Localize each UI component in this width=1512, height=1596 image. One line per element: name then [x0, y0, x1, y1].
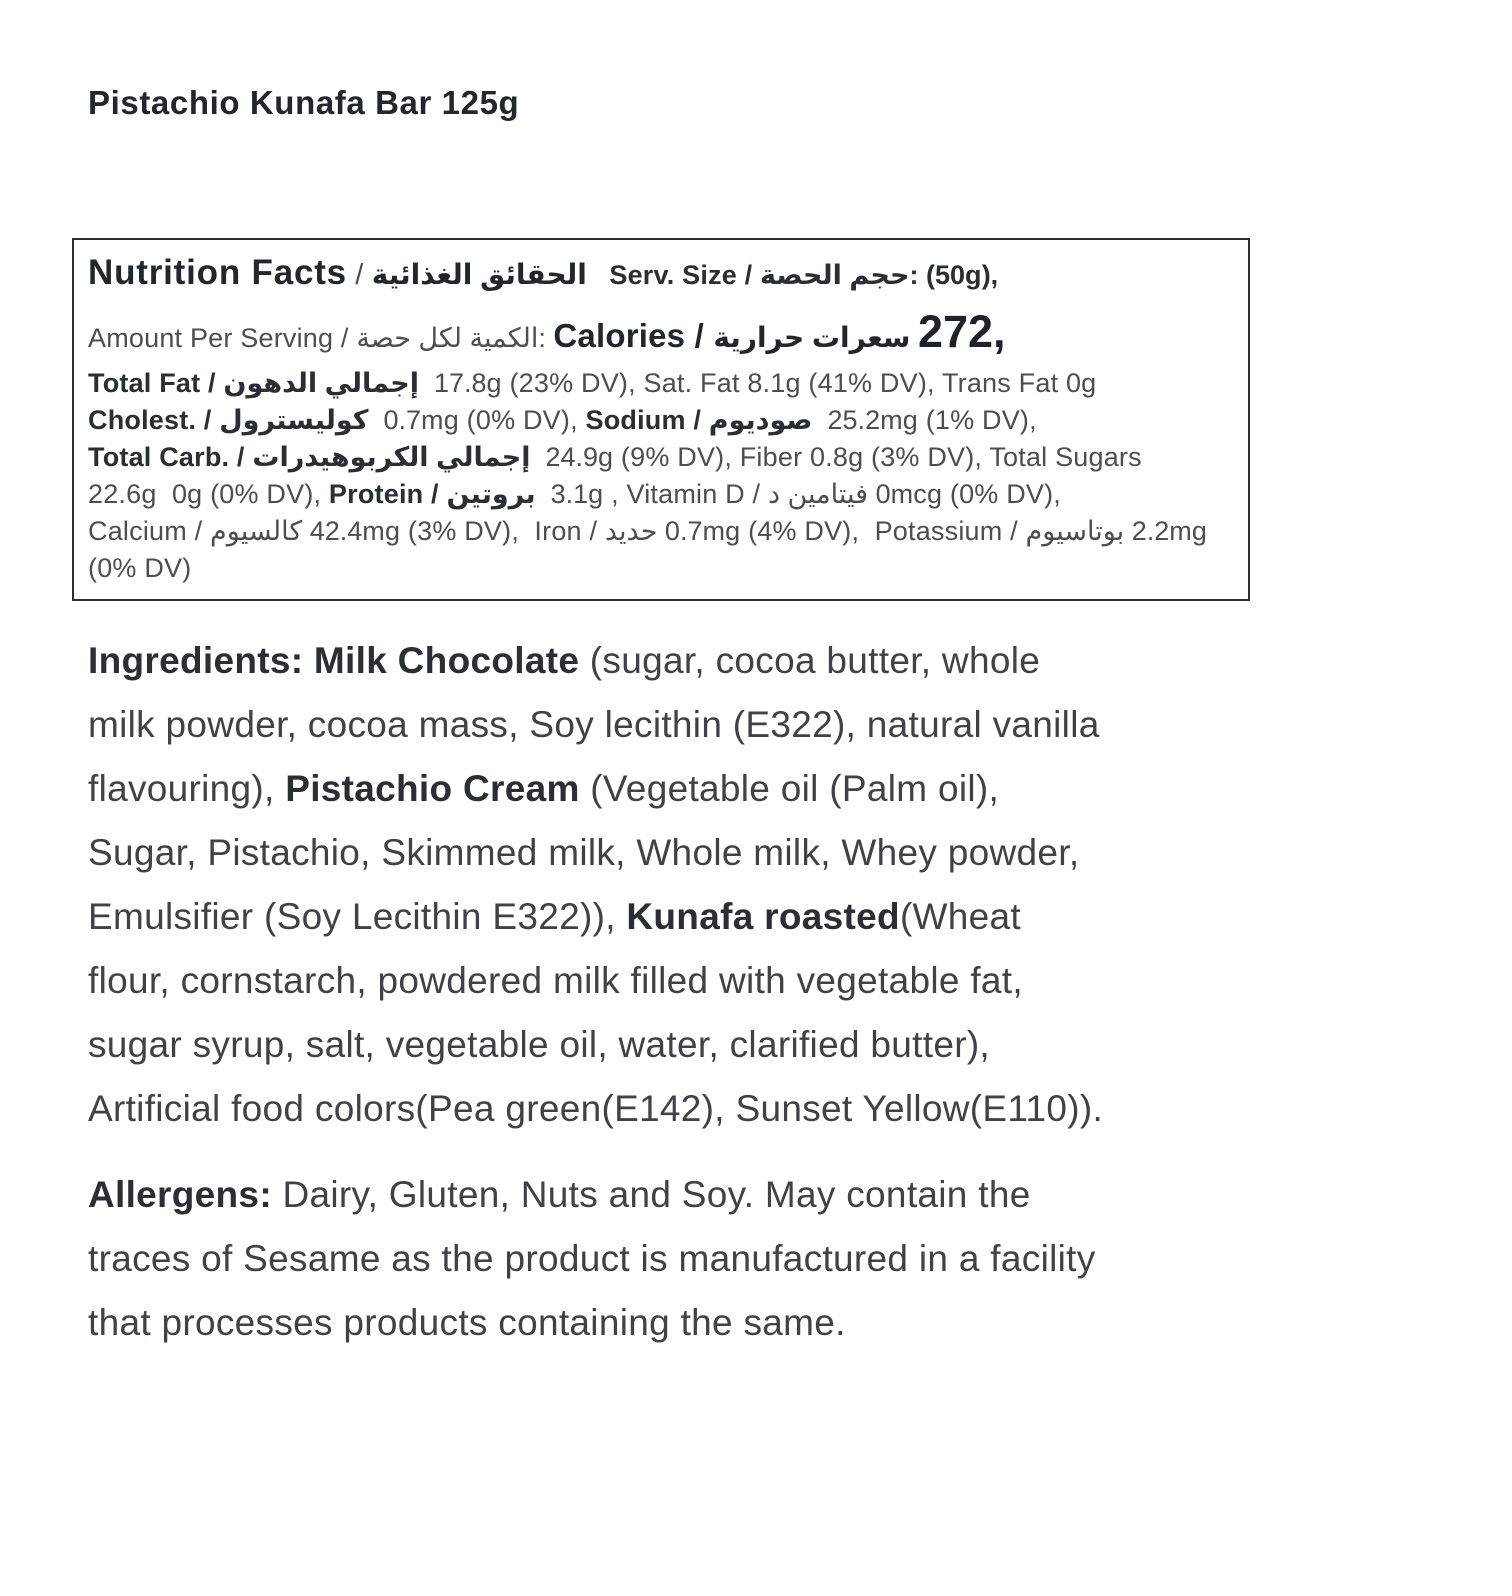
- arabic-text-segment: بروتين: [446, 479, 536, 509]
- text-segment: Kunafa roasted: [626, 896, 900, 937]
- text-line: [88, 439, 1232, 476]
- text-line: [88, 307, 1232, 363]
- text-segment: Total Fat /: [88, 368, 224, 398]
- text-segment: Sodium /: [585, 405, 709, 435]
- text-line: [88, 693, 1268, 757]
- text-segment: Allergens:: [88, 1174, 283, 1215]
- text-line: [88, 629, 1268, 693]
- text-line: [88, 365, 1232, 402]
- text-segment: (0% DV): [88, 553, 192, 583]
- arabic-text-segment: حديد: [604, 516, 658, 546]
- text-segment: that processes products containing the same.: [88, 1302, 846, 1343]
- text-segment: Dairy, Gluten, Nuts and Soy. May contain the: [282, 1174, 1031, 1215]
- text-segment: Artificial food colors(Pea green(E142), Sunset Yellow(E110)).: [88, 1088, 1104, 1129]
- arabic-text-segment: إجمالي الكربوهيدرات: [252, 442, 531, 472]
- text-segment: Total Carb. /: [88, 442, 253, 472]
- text-segment: Cholest. /: [88, 405, 220, 435]
- text-line: [88, 249, 1232, 299]
- text-segment: Calories: [553, 317, 686, 354]
- ingredients-paragraph: [88, 629, 1268, 1141]
- allergens-paragraph: [88, 1163, 1268, 1355]
- text-segment: 24.9g (9% DV), Fiber 0.8g (3% DV), Total Sugars: [530, 442, 1142, 472]
- text-line: [88, 1291, 1268, 1355]
- text-segment: Serv. Size /: [609, 260, 761, 290]
- text-segment: 3.1g , Vitamin D /: [535, 479, 768, 509]
- arabic-text-segment: فيتامين د: [767, 479, 869, 509]
- product-title: Pistachio Kunafa Bar 125g: [88, 84, 520, 121]
- arabic-text-segment: بوتاسيوم: [1025, 516, 1125, 546]
- text-line: [88, 1013, 1268, 1077]
- text-segment: 25.2mg (1% DV),: [812, 405, 1037, 435]
- text-segment: traces of Sesame as the product is manufactured in a facility: [88, 1238, 1096, 1279]
- arabic-text-segment: صوديوم: [708, 405, 813, 435]
- text-segment: Emulsifier (Soy Lecithin E322)),: [88, 896, 627, 937]
- text-segment: 272,: [917, 306, 1006, 357]
- arabic-text-segment: الكمية لكل حصة: [356, 323, 539, 353]
- text-segment: 42.4mg (3% DV), Iron /: [302, 516, 605, 546]
- text-segment: Ingredients: Milk Chocolate: [88, 640, 590, 681]
- arabic-text-segment: حجم الحصة: [760, 260, 910, 290]
- text-segment: flour, cornstarch, powdered milk filled with vegetable fat,: [88, 960, 1023, 1001]
- text-segment: 2.2mg: [1124, 516, 1208, 546]
- text-line: [88, 757, 1268, 821]
- text-segment: Sugar, Pistachio, Skimmed milk, Whole milk, Whey powder,: [88, 832, 1080, 873]
- text-segment: 17.8g (23% DV), Sat. Fat 8.1g (41% DV), Trans Fat 0g: [419, 368, 1097, 398]
- text-segment: (sugar, cocoa butter, whole: [589, 640, 1041, 681]
- text-segment: : (50g),: [909, 260, 999, 290]
- text-segment: Nutrition Facts: [88, 253, 347, 292]
- text-segment: [587, 260, 610, 290]
- arabic-text-segment: سعرات حرارية: [713, 322, 911, 353]
- text-segment: milk powder, cocoa mass, Soy lecithin (E322), natural vanilla: [88, 704, 1100, 745]
- text-segment: /: [685, 317, 714, 354]
- text-line: [88, 1077, 1268, 1141]
- text-segment: Protein /: [328, 479, 447, 509]
- text-line: [88, 885, 1268, 949]
- text-line: [88, 821, 1268, 885]
- text-line: [88, 949, 1268, 1013]
- text-line: [88, 1227, 1268, 1291]
- text-line: [88, 476, 1232, 513]
- text-segment: sugar syrup, salt, vegetable oil, water, clarified butter),: [88, 1024, 991, 1065]
- text-line: [88, 402, 1232, 439]
- text-line: [88, 550, 1232, 587]
- text-segment: /: [346, 259, 372, 291]
- arabic-text-segment: الحقائق الغذائية: [371, 259, 587, 290]
- text-segment: 0.7mg (0% DV),: [368, 405, 586, 435]
- nutrition-facts-box: [72, 238, 1250, 601]
- text-segment: (Vegetable oil (Palm oil),: [579, 768, 1000, 809]
- text-segment: 0.7mg (4% DV), Potassium /: [657, 516, 1026, 546]
- arabic-text-segment: إجمالي الدهون: [223, 368, 419, 398]
- text-segment: (Wheat: [899, 896, 1021, 937]
- text-line: [88, 1163, 1268, 1227]
- text-segment: Amount Per Serving /: [88, 323, 357, 353]
- text-segment: Calcium /: [88, 516, 211, 546]
- text-segment: 22.6g 0g (0% DV),: [88, 479, 329, 509]
- text-segment: flavouring),: [88, 768, 286, 809]
- text-segment: [910, 323, 918, 353]
- text-segment: 0mcg (0% DV),: [868, 479, 1062, 509]
- text-segment: :: [538, 323, 554, 353]
- text-segment: Pistachio Cream: [285, 768, 580, 809]
- arabic-text-segment: كالسيوم: [210, 516, 303, 546]
- text-line: [88, 513, 1232, 550]
- arabic-text-segment: كوليسترول: [219, 405, 369, 435]
